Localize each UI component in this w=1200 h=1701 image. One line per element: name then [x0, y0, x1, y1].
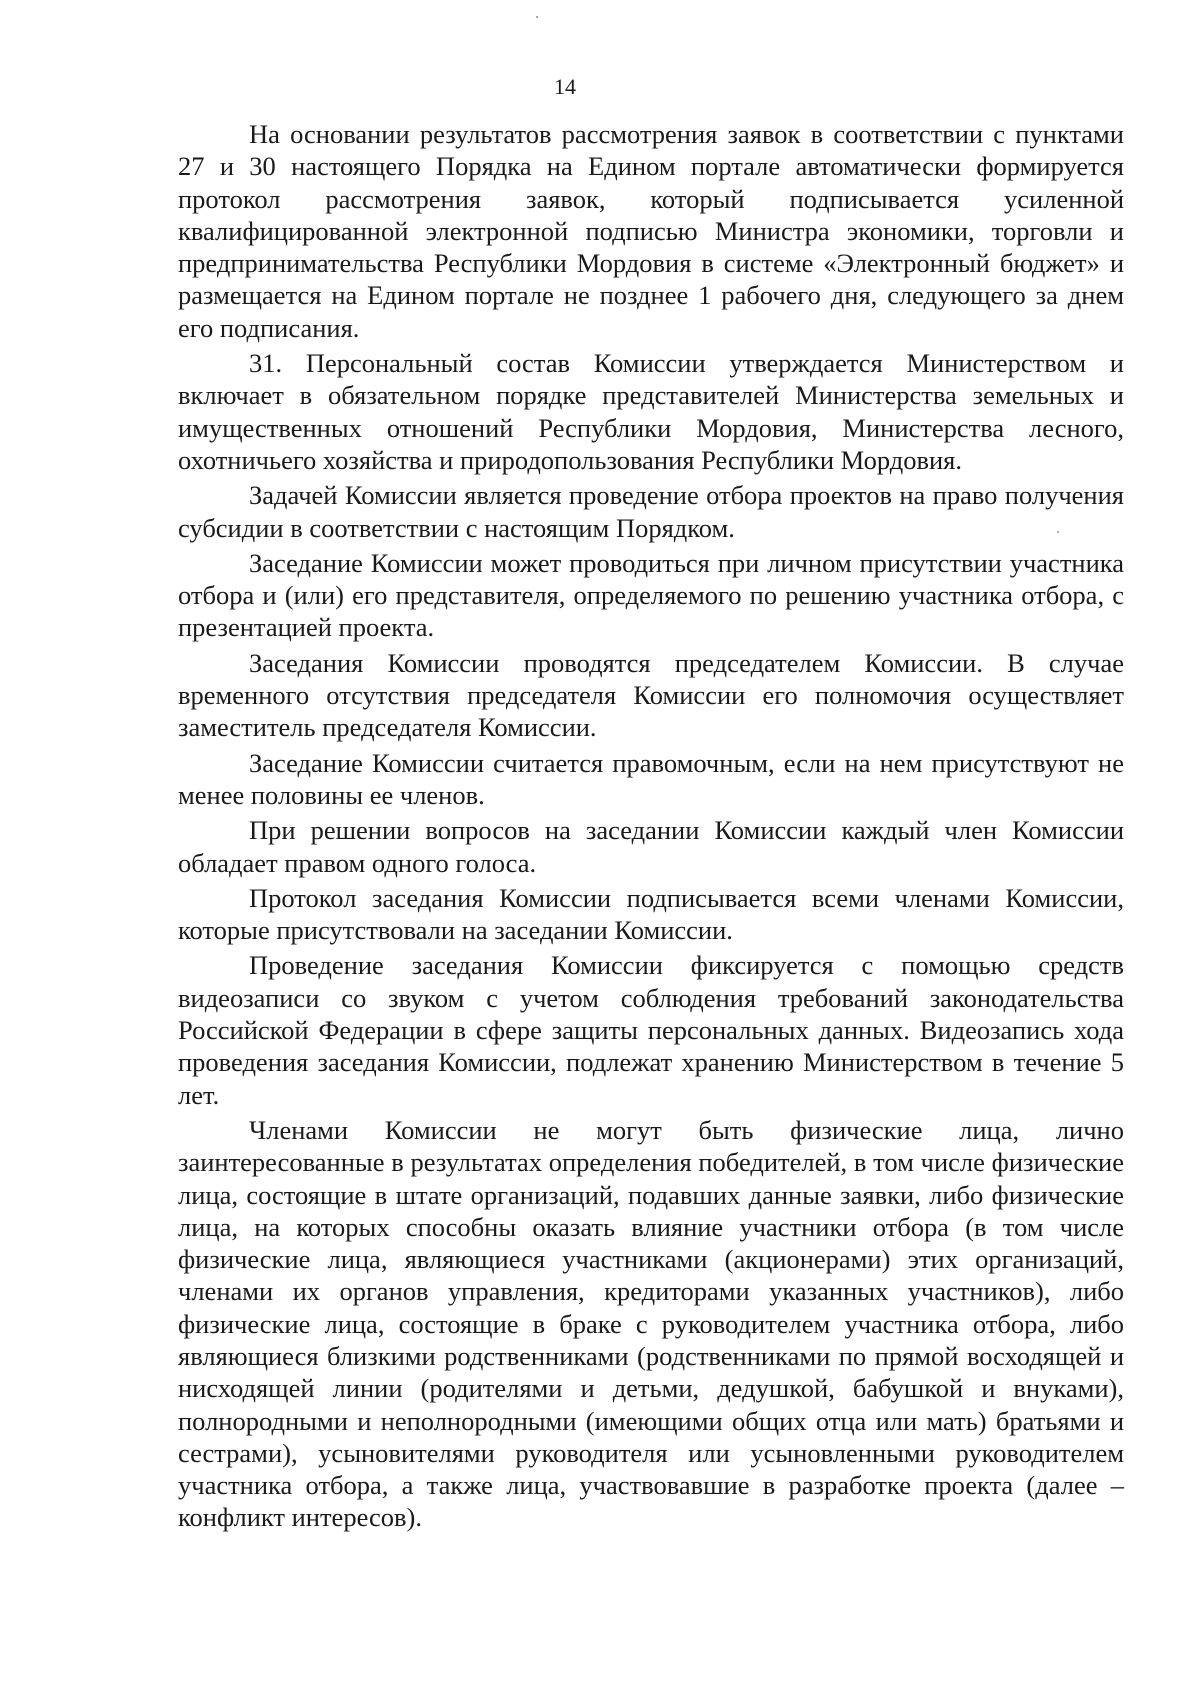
- paragraph-meeting-chair: Заседания Комиссии проводятся председателем Комиссии. В случае временного отсутствия председателя Комиссии его полномочия осуществляет заместитель председателя Комиссии.: [178, 647, 1124, 743]
- paragraph-quorum: Заседание Комиссии считается правомочным, если на нем присутствуют не менее половины ее членов.: [178, 747, 1124, 810]
- scan-speck: [536, 16, 538, 18]
- paragraph-protocol-signing: Протокол заседания Комиссии подписывается всеми членами Комиссии, которые присутствовали на заседании Комиссии.: [178, 882, 1124, 946]
- paragraph-commission-task: Задачей Комиссии является проведение отбора проектов на право получения субсидии в соответствии с настоящим Порядком.: [178, 480, 1124, 543]
- paragraph-video-recording: Проведение заседания Комиссии фиксируется с помощью средств видеозаписи со звуком с учетом соблюдения требований законодательства Российской Федерации в сфере защиты персональных данных. Видеозапись хода проведения заседания Комиссии, подлежат хранению Министерством в течение 5 лет.: [178, 950, 1124, 1110]
- paragraph-protocol-formation: На основании результатов рассмотрения заявок в соответствии с пунктами 27 и 30 настоящего Порядка на Едином портале автоматически формируется протокол рассмотрения заявок, который подписывается усиленной квалифицированной электронной подписью Министра экономики, торговли и предпринимательства Республики Мордовия в системе «Электронный бюджет» и размещается на Едином портале не позднее 1 рабочего дня, следующего за днем его подписания.: [178, 119, 1124, 343]
- page-number: 14: [554, 74, 576, 99]
- document-body: [178, 118, 1124, 1537]
- paragraph-meeting-presence: Заседание Комиссии может проводиться при личном присутствии участника отбора и (или) его представителя, определяемого по решению участника отбора, с презентацией проекта.: [178, 547, 1124, 643]
- paragraph-voting: При решении вопросов на заседании Комиссии каждый член Комиссии обладает правом одного голоса.: [178, 815, 1124, 878]
- paragraph-31-commission-composition: 31. Персональный состав Комиссии утверждается Министерством и включает в обязательном порядке представителей Министерства земельных и имущественных отношений Республики Мордовия, Министерства лесного, охотничьего хозяйства и природопользования Республики Мордовия.: [178, 348, 1124, 475]
- paragraph-conflict-of-interest: Членами Комиссии не могут быть физические лица, лично заинтересованные в результатах определения победителей, в том числе физические лица, состоящие в штате организаций, подавших данные заявки, либо физические лица, на которых способны оказать влияние участники отбора (в том числе физические лица, являющиеся участниками (акционерами) этих организаций, членами их органов управления, кредиторами указанных участников), либо физические лица, состоящие в браке с руководителем участника отбора, либо являющиеся близкими родственниками (родственниками по прямой восходящей и нисходящей линии (родителями и детьми, дедушкой, бабушкой и внуками), полнородными и неполнородными (имеющими общих отца или мать) братьями и сестрами), усыновителями руководителя или усыновленными руководителем участника отбора, а также лица, участвовавшие в разработке проекта (далее – конфликт интересов).: [178, 1114, 1124, 1533]
